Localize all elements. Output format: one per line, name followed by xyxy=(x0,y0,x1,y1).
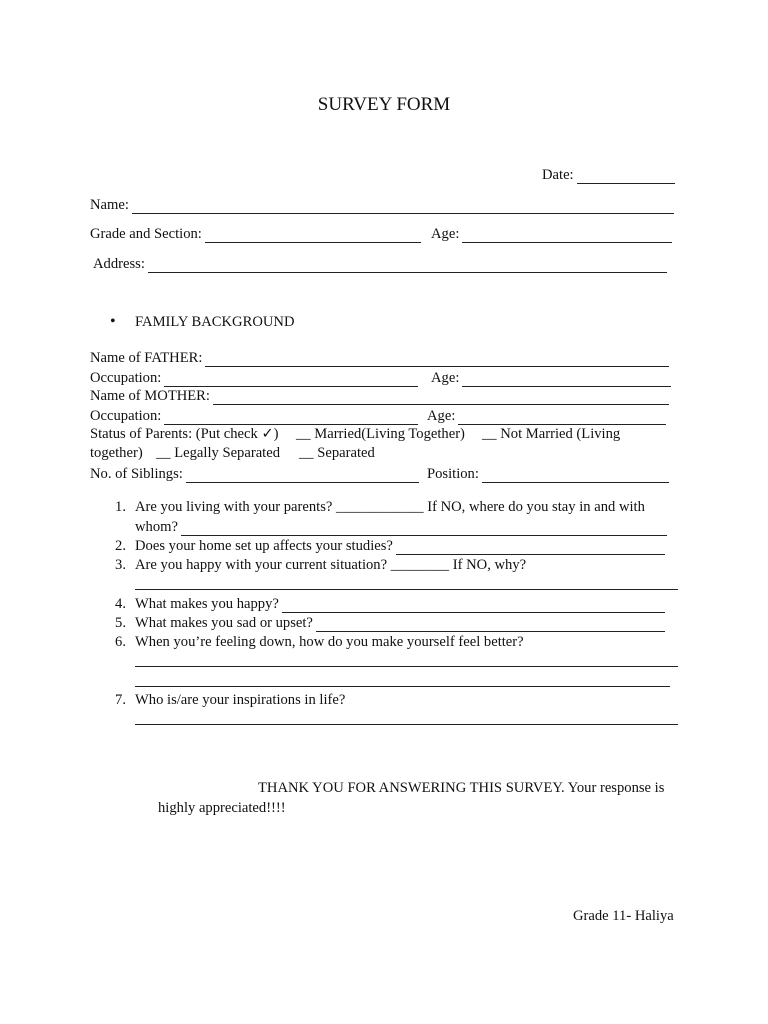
position-blank[interactable] xyxy=(482,467,669,483)
grade-section-blank[interactable] xyxy=(205,227,421,243)
mother-age-label: Age: xyxy=(427,408,456,424)
question-1-text: Are you living with your parents? ____________ If NO, where do you stay in and with xyxy=(135,499,645,515)
question-7-blank[interactable] xyxy=(135,724,678,725)
question-3-text: Are you happy with your current situation? ________ If NO, why? xyxy=(135,557,527,573)
mother-name-field[interactable] xyxy=(90,385,669,405)
name-field[interactable] xyxy=(90,194,674,214)
question-5-text: What makes you sad or upset? xyxy=(135,615,313,631)
family-background-heading: FAMILY BACKGROUND xyxy=(135,314,295,330)
student-age-blank[interactable] xyxy=(462,227,672,243)
question-4-number: 4. xyxy=(115,596,126,612)
father-age-label: Age: xyxy=(431,370,460,386)
date-blank[interactable] xyxy=(577,168,675,184)
address-blank[interactable] xyxy=(148,257,667,273)
question-6-blank-2[interactable] xyxy=(135,686,670,687)
question-2-text: Does your home set up affects your studies? xyxy=(135,538,393,554)
mother-occupation-field[interactable] xyxy=(90,405,418,425)
grade-section-field[interactable] xyxy=(90,223,421,243)
question-1-number: 1. xyxy=(115,499,126,515)
father-occupation-field[interactable] xyxy=(90,367,418,387)
question-1-cont: whom? xyxy=(135,519,178,535)
question-7-number: 7. xyxy=(115,692,126,708)
position-field[interactable] xyxy=(427,463,669,483)
name-label: Name: xyxy=(90,197,129,213)
thank-you-line-2: highly appreciated!!!! xyxy=(158,800,286,816)
mother-age-field[interactable] xyxy=(427,405,666,425)
father-name-blank[interactable] xyxy=(205,351,669,367)
legally-separated-option[interactable]: __ Legally Separated xyxy=(156,445,280,461)
question-5-number: 5. xyxy=(115,615,126,631)
question-4-text: What makes you happy? xyxy=(135,596,279,612)
student-age-label: Age: xyxy=(431,226,460,242)
question-3-number: 3. xyxy=(115,557,126,573)
date-label: Date: xyxy=(542,167,574,183)
siblings-blank[interactable] xyxy=(186,467,419,483)
siblings-label: No. of Siblings: xyxy=(90,466,183,482)
father-name-field[interactable] xyxy=(90,347,669,367)
question-6-number: 6. xyxy=(115,634,126,650)
father-occupation-label: Occupation: xyxy=(90,370,162,386)
thank-you-line-1: THANK YOU FOR ANSWERING THIS SURVEY. Your response is xyxy=(258,780,665,796)
question-5-answer[interactable] xyxy=(135,612,665,632)
bullet-icon: • xyxy=(110,313,116,330)
mother-occupation-blank[interactable] xyxy=(164,409,418,425)
question-2-blank[interactable] xyxy=(396,539,665,555)
student-age-field[interactable] xyxy=(431,223,672,243)
question-1-answer[interactable] xyxy=(135,516,667,536)
separated-option[interactable]: __ Separated xyxy=(299,445,375,461)
married-option[interactable]: __ Married(Living Together) xyxy=(296,426,465,442)
not-married-option[interactable]: __ Not Married (Living xyxy=(482,426,621,442)
address-label: Address: xyxy=(93,256,145,272)
father-age-field[interactable] xyxy=(431,367,671,387)
question-4-answer[interactable] xyxy=(135,593,665,613)
question-6-blank-1[interactable] xyxy=(135,666,678,667)
grade-section-label: Grade and Section: xyxy=(90,226,202,242)
page-title: SURVEY FORM xyxy=(317,94,451,115)
mother-name-label: Name of MOTHER: xyxy=(90,388,210,404)
date-field[interactable] xyxy=(542,164,675,184)
question-6-text: When you’re feeling down, how do you make yourself feel better? xyxy=(135,634,524,650)
footer-credit: Grade 11- Haliya xyxy=(573,908,674,924)
father-name-label: Name of FATHER: xyxy=(90,350,203,366)
question-2-number: 2. xyxy=(115,538,126,554)
question-4-blank[interactable] xyxy=(282,597,665,613)
parents-status-label: Status of Parents: (Put check ✓) xyxy=(90,426,279,442)
mother-occupation-label: Occupation: xyxy=(90,408,162,424)
question-1-blank[interactable] xyxy=(181,520,667,536)
question-3-blank[interactable] xyxy=(135,589,678,590)
question-5-blank[interactable] xyxy=(316,616,665,632)
mother-age-blank[interactable] xyxy=(458,409,666,425)
position-label: Position: xyxy=(427,466,479,482)
question-2-answer[interactable] xyxy=(135,535,665,555)
name-blank[interactable] xyxy=(132,198,674,214)
not-married-option-cont: together) xyxy=(90,445,143,461)
siblings-field[interactable] xyxy=(90,463,419,483)
mother-name-blank[interactable] xyxy=(213,389,669,405)
address-field[interactable] xyxy=(93,253,667,273)
question-7-text: Who is/are your inspirations in life? xyxy=(135,692,346,708)
